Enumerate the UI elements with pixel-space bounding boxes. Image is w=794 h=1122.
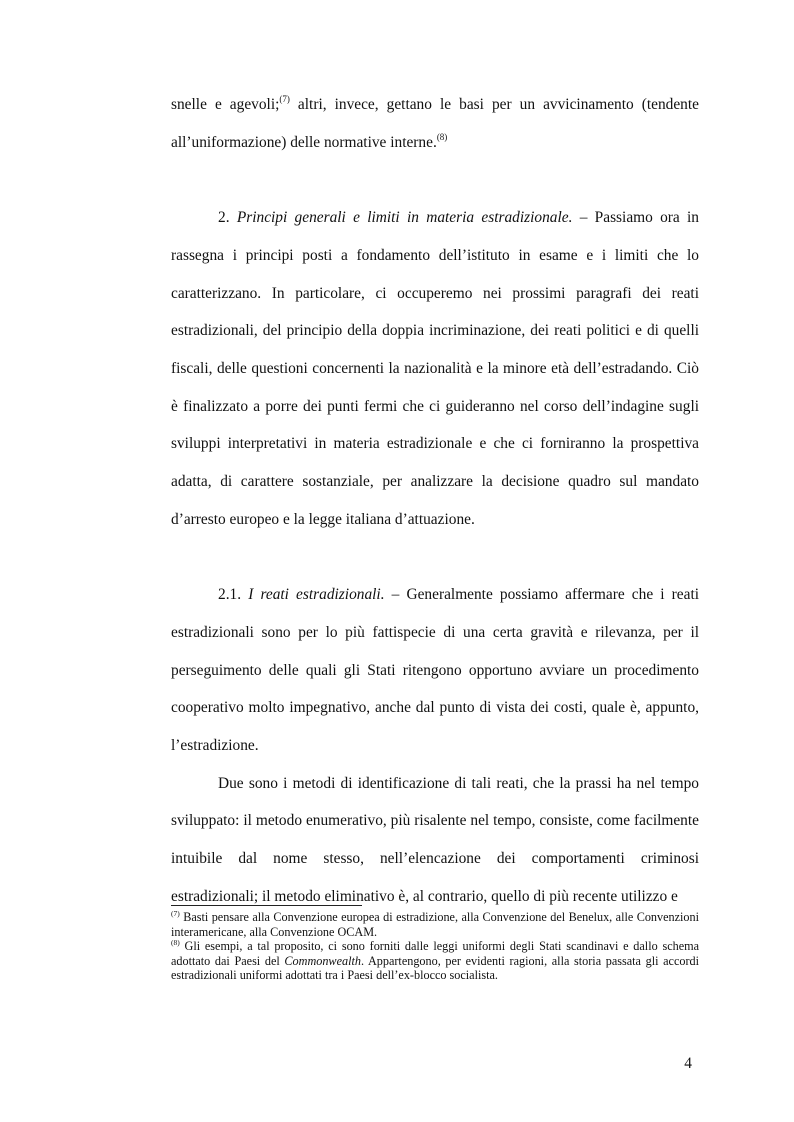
section-2-body: – Passiamo ora in rassegna i principi posti a fondamento dell’istituto in esame e i limiti che lo caratterizzano. In particolare, ci occuperemo nei prossimi paragrafi dei reati estradizionali, del principio della doppia incriminazione, dei reati politici e di quelli fiscali, delle questioni concernenti la nazionalità e la minore età dell’estradando. Ciò è finalizzato a porre dei punti fermi che ci guideranno nel corso dell’indagine sugli sviluppi interpretativi in materia estradizionale e che ci forniranno la prospettiva adatta, di carattere sostanziale, per analizzare la decisione quadro sul mandato d’arresto europeo e la legge italiana d’attuazione.	[171, 209, 699, 528]
paragraph-gap	[171, 538, 699, 576]
section-2-1-paragraph	[171, 576, 699, 765]
continuation-text-b: altri, invece, gettano le basi per un avvicinamento (tendente all’uniformazione) delle normative interne.	[171, 96, 699, 151]
section-2-title: Principi generali e limiti in materia estradizionale.	[236, 209, 573, 227]
footnotes	[171, 910, 699, 983]
section-2-1-title: I reati estradizionali.	[248, 586, 385, 604]
continuation-paragraph	[171, 86, 699, 161]
paragraph-gap	[171, 161, 699, 199]
footnote-mark-7: (7)	[171, 909, 180, 918]
section-2-1-paragraph-2: Due sono i metodi di identificazione di tali reati, che la prassi ha nel tempo sviluppato: il metodo enumerativo, più risalente nel tempo, consiste, come facilmente intuibile dal nome stesso, nell’elencazione dei comportamenti criminosi estradizionali; il metodo eliminativo è, al contrario, quello di più recente utilizzo e	[171, 774, 699, 905]
footnote-separator	[171, 905, 362, 906]
footnote-ref-8[interactable]: (8)	[436, 131, 448, 142]
footnote-7-text: Basti pensare alla Convenzione europea di estradizione, alla Convenzione del Benelux, alle Convenzioni interamericane, alla Convenzione OCAM.	[171, 910, 699, 939]
footnote-7	[171, 910, 699, 939]
continuation-text-a: snelle e agevoli;	[171, 96, 280, 113]
section-2-1-number: 2.1.	[218, 586, 249, 604]
footnote-8	[171, 939, 699, 983]
page-number: 4	[684, 1055, 692, 1072]
body-text	[171, 86, 699, 915]
footnote-8-text-b: . Appartengono, per evidenti ragioni, alla storia passata gli accordi estradizionali uniformi adottati tra i Paesi dell’ex-blocco socialista.	[171, 953, 700, 983]
footnote-8-italic: Commonwealth	[284, 953, 361, 968]
footnote-8-text-a: Gli esempi, a tal proposito, ci sono forniti dalle leggi uniformi degli Stati scandinavi e dallo schema adottato dai Paesi del	[171, 939, 699, 968]
section-2-number: 2.	[218, 209, 237, 227]
section-2-1-body: – Generalmente possiamo affermare che i reati estradizionali sono per lo più fattispecie di una certa gravità e rilevanza, per il perseguimento delle quali gli Stati ritengono opportuno avviare un procedimento cooperativo molto impegnativo, anche dal punto di vista dei costi, quale è, appunto, l’estradizione.	[171, 586, 699, 754]
footnote-ref-7[interactable]: (7)	[279, 94, 290, 104]
footnote-mark-8: (8)	[171, 938, 180, 948]
section-2-paragraph	[171, 199, 699, 538]
